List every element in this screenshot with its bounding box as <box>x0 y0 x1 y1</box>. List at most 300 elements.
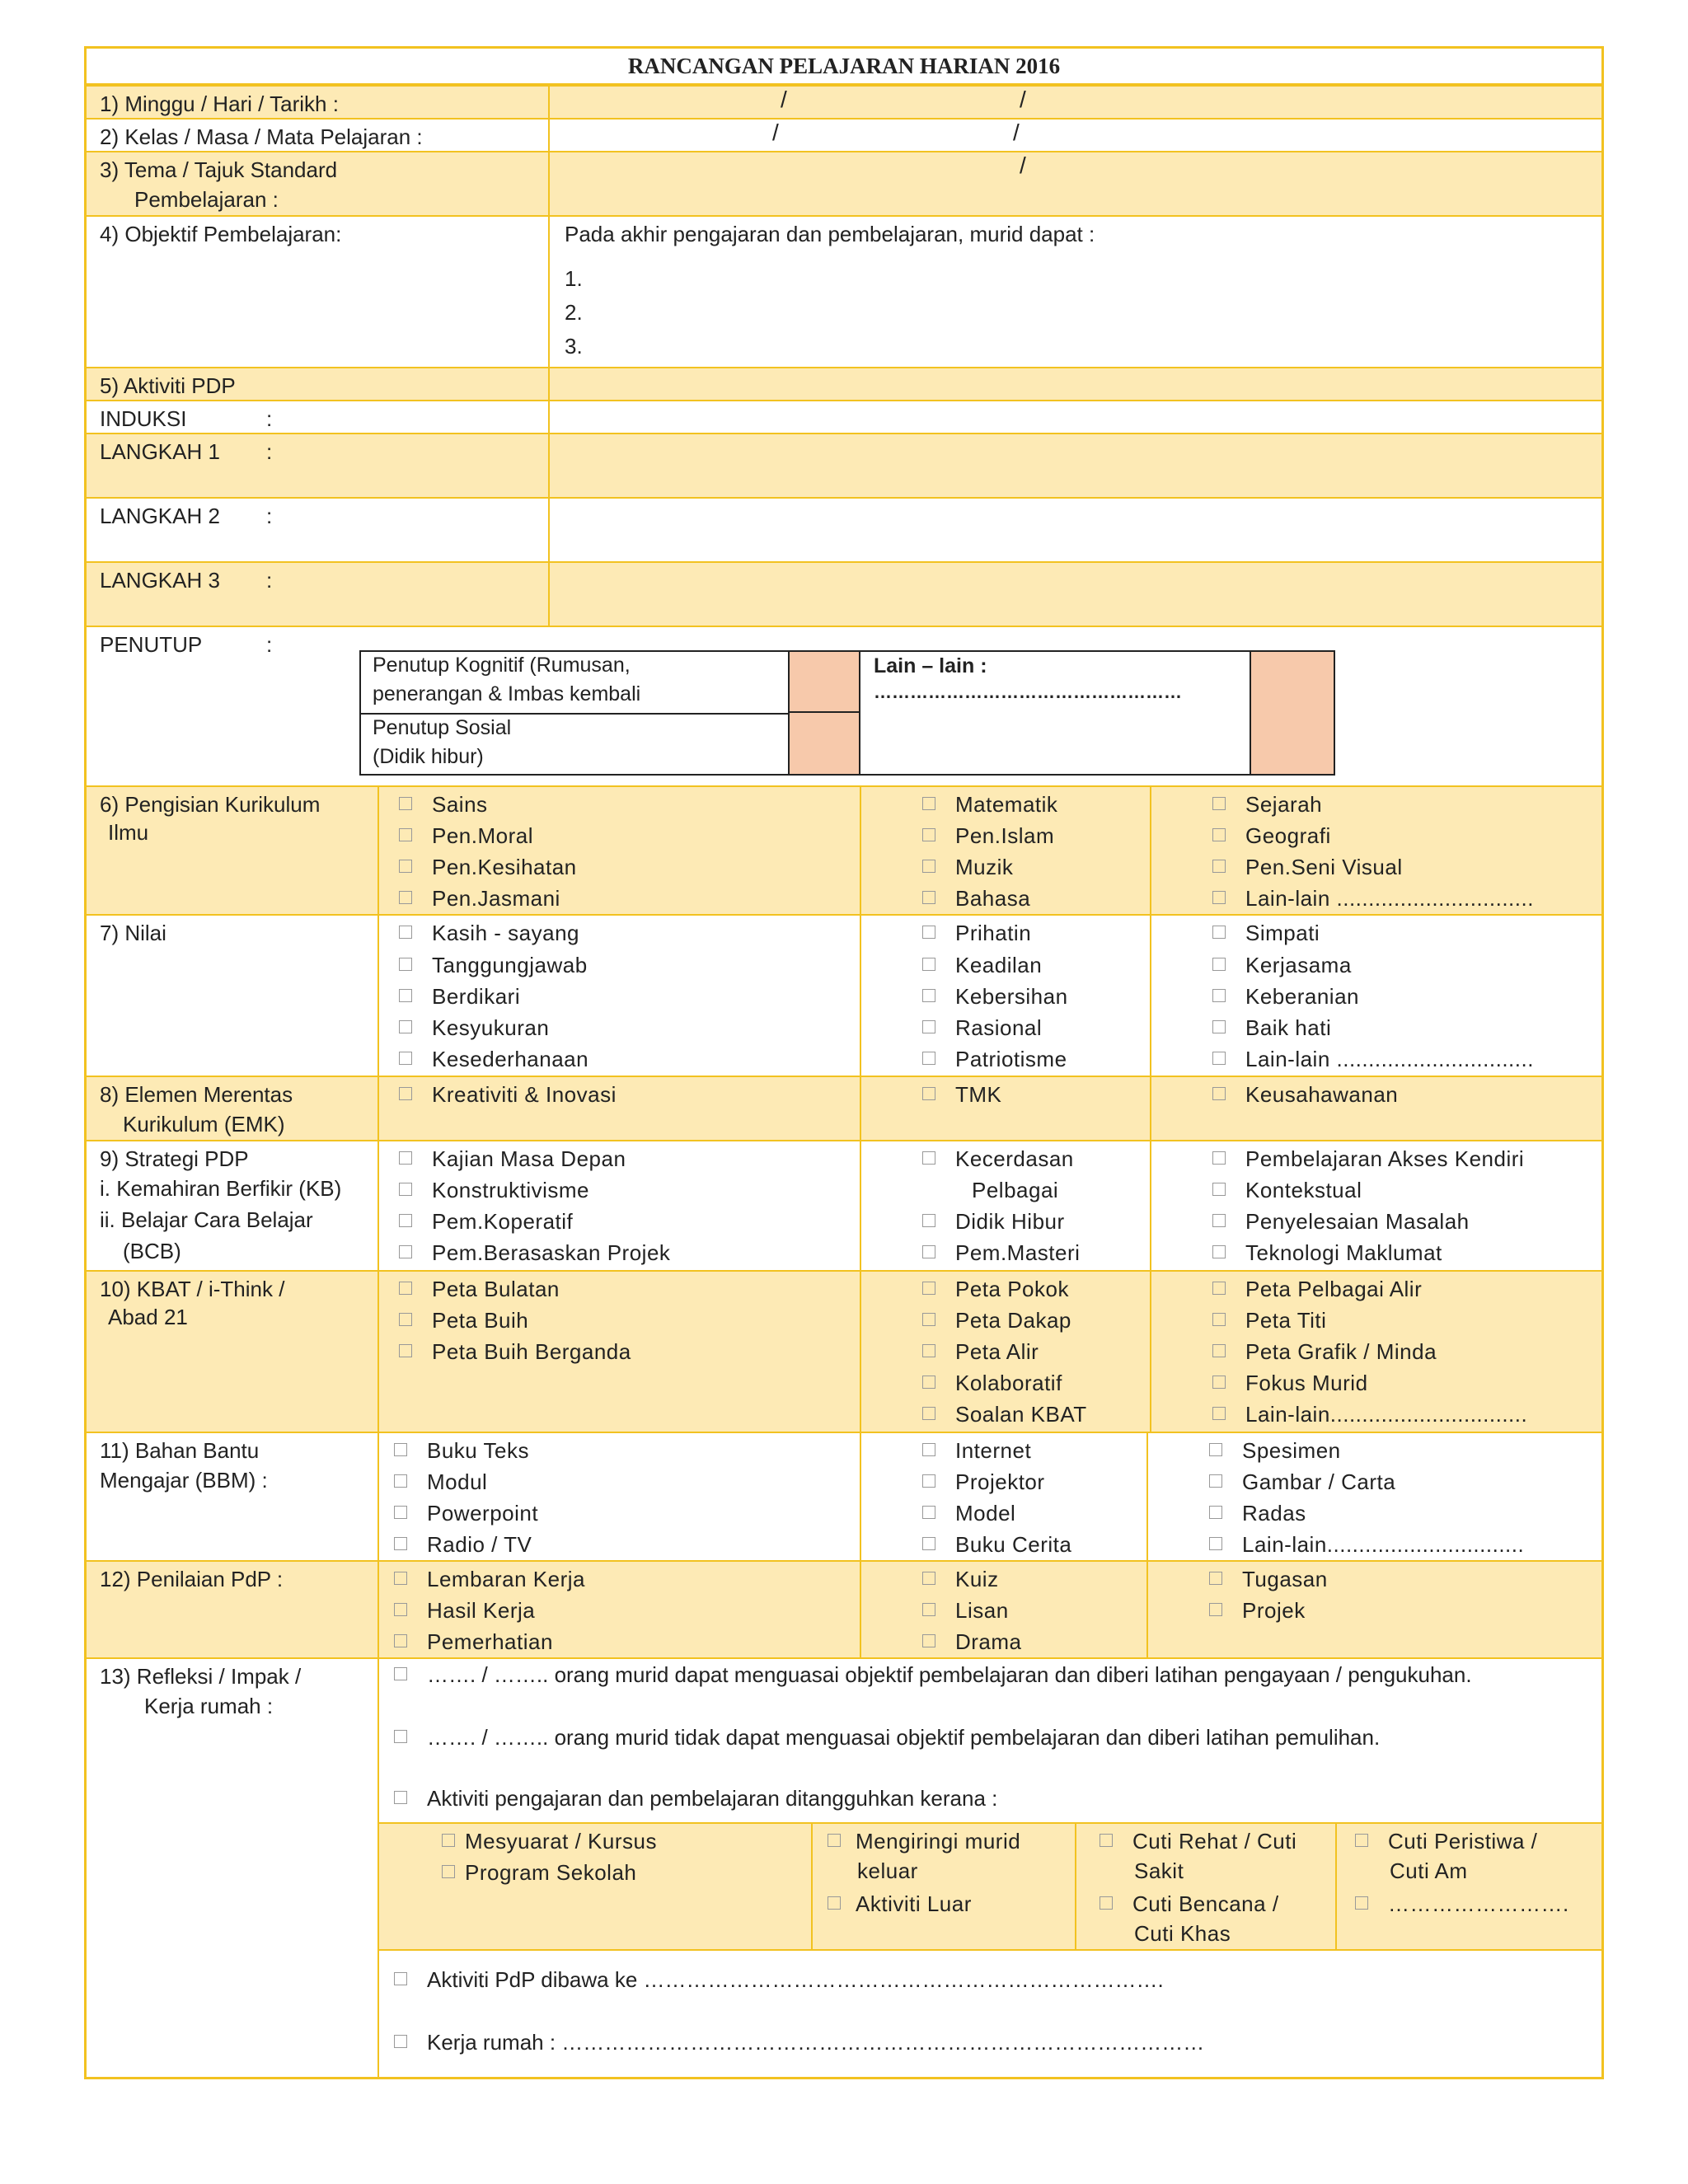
refleksi-option-kerja-rumah[interactable] <box>394 2027 1204 2058</box>
option-label: Peta Grafik / Minda <box>1245 1339 1437 1364</box>
penutup-sosial-cell <box>361 715 788 774</box>
checkbox[interactable] <box>442 1865 455 1878</box>
option-kesederhanaan[interactable] <box>399 1043 588 1075</box>
checkbox[interactable] <box>399 989 412 1002</box>
checkbox[interactable] <box>394 1634 407 1647</box>
option-internet[interactable] <box>922 1435 1031 1466</box>
option-didik-hibur[interactable] <box>922 1206 1065 1237</box>
option-label: Pen.Moral <box>432 823 533 848</box>
checkbox[interactable] <box>1212 1376 1226 1389</box>
option-kreativiti-inovasi[interactable] <box>399 1079 617 1110</box>
checkbox[interactable] <box>922 1151 935 1165</box>
checkbox[interactable] <box>1212 860 1226 873</box>
checkbox[interactable] <box>399 1052 412 1065</box>
form-title: RANCANGAN PELAJARAN HARIAN 2016 <box>87 49 1601 87</box>
refleksi-option-tidak-menguasai[interactable] <box>394 1722 1380 1753</box>
penutup-lain-dots[interactable]: …………………………………………… <box>874 682 1182 702</box>
checkbox[interactable] <box>922 828 935 841</box>
option-kecerdasan-pelbagai[interactable] <box>922 1143 1074 1174</box>
option-rasional[interactable] <box>922 1012 1042 1043</box>
checkbox[interactable] <box>399 1020 412 1033</box>
option-pem-masteri[interactable] <box>922 1237 1080 1268</box>
option-lain-lain[interactable] <box>1212 1043 1534 1075</box>
option-tanggungjawab[interactable] <box>399 949 588 981</box>
option-radas[interactable] <box>1209 1497 1306 1529</box>
option-spesimen[interactable] <box>1209 1435 1341 1466</box>
option-buku-cerita[interactable] <box>922 1529 1071 1560</box>
option-label: Sains <box>432 792 488 817</box>
checkbox[interactable] <box>399 1282 412 1295</box>
checkbox[interactable] <box>394 1791 407 1804</box>
checkbox[interactable] <box>1212 1407 1226 1420</box>
checkbox[interactable] <box>922 1376 935 1389</box>
option-keberanian[interactable] <box>1212 981 1359 1012</box>
option-label: TMK <box>955 1082 1002 1107</box>
option-label: Peta Titi <box>1245 1308 1327 1333</box>
penilaian-label: 12) Penilaian PdP : <box>100 1567 284 1591</box>
option-matematik[interactable] <box>922 789 1057 820</box>
penutup-lain-cell <box>860 652 1250 774</box>
row-langkah-2 <box>87 497 1601 561</box>
option-drama[interactable] <box>922 1626 1022 1657</box>
option-projek[interactable] <box>1209 1595 1306 1626</box>
option-label: Internet <box>955 1438 1032 1463</box>
bbm-col-2 <box>860 1433 1146 1560</box>
emk-col-3 <box>1150 1077 1601 1140</box>
option-peta-grafik-minda[interactable] <box>1212 1336 1437 1367</box>
kbat-label-2: Abad 21 <box>108 1305 188 1329</box>
option-label: Kasih - sayang <box>432 921 579 945</box>
option-patriotisme[interactable] <box>922 1043 1067 1075</box>
option-mesyuarat-kursus[interactable] <box>442 1825 657 1857</box>
checkbox[interactable] <box>922 926 935 939</box>
checkbox[interactable] <box>1355 1834 1368 1847</box>
bbm-col-3 <box>1146 1433 1601 1560</box>
option-label: Spesimen <box>1242 1438 1341 1463</box>
option-pen-islam[interactable] <box>922 820 1054 851</box>
slash: / <box>1020 87 1026 112</box>
option-kesyukuran[interactable] <box>399 1012 549 1043</box>
nilai-label: 7) Nilai <box>100 921 166 945</box>
checkbox[interactable] <box>1212 797 1226 810</box>
checkbox[interactable] <box>399 1151 412 1165</box>
option-kerjasama[interactable] <box>1212 949 1352 981</box>
option-peta-alir[interactable] <box>922 1336 1039 1367</box>
option-label: Pen.Islam <box>955 823 1055 848</box>
option-label: ……. / …….. orang murid tidak dapat menguasai objektif pembelajaran dan diberi latihan pemulihan. <box>427 1725 1381 1750</box>
slash: / <box>1013 120 1020 145</box>
objektif-item: 2. <box>565 300 583 325</box>
option-label-cont: Pelbagai <box>972 1178 1059 1202</box>
aktiviti-value[interactable] <box>548 368 1601 400</box>
option-label: Muzik <box>955 855 1014 879</box>
penutup-sosial-label: Penutup Sosial <box>373 716 512 739</box>
checkbox[interactable] <box>922 1344 935 1357</box>
checkbox[interactable] <box>394 1506 407 1519</box>
checkbox[interactable] <box>1212 1245 1226 1258</box>
checkbox[interactable] <box>922 958 935 971</box>
row-tema <box>87 151 1601 215</box>
pengisian-col-1 <box>377 787 860 914</box>
checkbox[interactable] <box>1212 958 1226 971</box>
option-label: Fokus Murid <box>1245 1371 1368 1395</box>
option-label: Rasional <box>955 1015 1043 1040</box>
row-penutup <box>87 626 1601 785</box>
penutup-kognitif-check[interactable] <box>788 652 860 713</box>
strategi-col-3 <box>1150 1141 1601 1270</box>
langkah-3-label: LANGKAH 3 <box>100 568 220 593</box>
refleksi-option-ditangguhkan[interactable] <box>394 1783 997 1814</box>
checkbox[interactable] <box>399 1313 412 1326</box>
row-strategi <box>87 1140 1601 1270</box>
checkbox[interactable] <box>394 1443 407 1456</box>
option-kontekstual[interactable] <box>1212 1174 1362 1206</box>
checkbox[interactable] <box>1212 1282 1226 1295</box>
colon: : <box>266 504 273 528</box>
checkbox[interactable] <box>922 1052 935 1065</box>
option-program-sekolah[interactable] <box>442 1857 636 1888</box>
checkbox[interactable] <box>399 891 412 904</box>
option-label: Peta Pelbagai Alir <box>1245 1277 1423 1301</box>
checkbox[interactable] <box>828 1896 841 1910</box>
checkbox[interactable] <box>399 860 412 873</box>
checkbox[interactable] <box>922 989 935 1002</box>
checkbox[interactable] <box>399 1214 412 1227</box>
option-model[interactable] <box>922 1497 1015 1529</box>
option-label: Pen.Kesihatan <box>432 855 577 879</box>
option-teknologi-maklumat[interactable] <box>1212 1237 1442 1268</box>
langkah-2-value[interactable] <box>548 499 1601 561</box>
objektif-label: 4) Objektif Pembelajaran: <box>100 222 342 246</box>
checkbox[interactable] <box>1212 1183 1226 1196</box>
option-sains[interactable] <box>399 789 488 820</box>
checkbox[interactable] <box>1212 926 1226 939</box>
penutup-kognitif-cell <box>361 652 788 715</box>
option-label: Peta Pokok <box>955 1277 1069 1301</box>
option-label: Cuti Rehat / Cuti <box>1132 1829 1297 1854</box>
penutup-lain-check[interactable] <box>1250 652 1334 774</box>
option-lisan[interactable] <box>922 1595 1009 1626</box>
option-fokus-murid[interactable] <box>1212 1367 1368 1399</box>
checkbox[interactable] <box>1209 1572 1222 1585</box>
penutup-sosial-check[interactable] <box>788 713 860 774</box>
option-penyelesaian-masalah[interactable] <box>1212 1206 1470 1237</box>
objektif-value[interactable] <box>548 217 1601 367</box>
option-label: Kesederhanaan <box>432 1047 589 1071</box>
tangguh-reasons <box>379 1822 1601 1951</box>
option-kebersihan[interactable] <box>922 981 1068 1012</box>
checkbox[interactable] <box>922 1214 935 1227</box>
checkbox[interactable] <box>399 926 412 939</box>
checkbox[interactable] <box>399 1087 412 1100</box>
option-peta-buih[interactable] <box>399 1305 528 1336</box>
option-lain-lain[interactable] <box>1355 1888 1569 1919</box>
option-pen-seni-visual[interactable] <box>1212 851 1403 883</box>
checkbox[interactable] <box>394 1474 407 1488</box>
checkbox[interactable] <box>442 1834 455 1847</box>
row-penilaian <box>87 1560 1601 1657</box>
option-label: Matematik <box>955 792 1058 817</box>
option-lain-lain[interactable] <box>1212 883 1534 914</box>
row-induksi <box>87 400 1601 433</box>
option-label: Gambar / Carta <box>1242 1469 1396 1494</box>
checkbox[interactable] <box>399 1344 412 1357</box>
option-pembelajaran-akses-kendiri[interactable] <box>1212 1143 1524 1174</box>
option-gambar-carta[interactable] <box>1209 1466 1395 1497</box>
option-label: Kerjasama <box>1245 953 1352 977</box>
kbat-label: 10) KBAT / i-Think / <box>100 1277 285 1301</box>
option-hasil-kerja[interactable] <box>394 1595 535 1626</box>
option-lain-lain[interactable] <box>1209 1529 1524 1560</box>
option-tugasan[interactable] <box>1209 1563 1328 1595</box>
induksi-value[interactable] <box>548 401 1601 433</box>
option-pemerhatian[interactable] <box>394 1626 553 1657</box>
option-peta-pelbagai-alir[interactable] <box>1212 1273 1422 1305</box>
option-label: Projek <box>1242 1598 1306 1623</box>
option-modul[interactable] <box>394 1466 487 1497</box>
option-label: Kesyukuran <box>432 1015 550 1040</box>
option-kolaboratif[interactable] <box>922 1367 1062 1399</box>
langkah-3-value[interactable] <box>548 563 1601 626</box>
option-pen-moral[interactable] <box>399 820 533 851</box>
bbm-col-1 <box>377 1433 860 1560</box>
option-label: Cuti Peristiwa / <box>1388 1829 1538 1854</box>
option-label: Lain-lain............................... <box>1245 1402 1528 1427</box>
checkbox[interactable] <box>1212 1087 1226 1100</box>
option-label: Keadilan <box>955 953 1043 977</box>
checkbox[interactable] <box>922 1020 935 1033</box>
langkah-1-label: LANGKAH 1 <box>100 439 220 464</box>
option-label: Didik Hibur <box>955 1209 1065 1234</box>
checkbox[interactable] <box>922 1313 935 1326</box>
option-peta-buih-berganda[interactable] <box>399 1336 631 1367</box>
refleksi-option-menguasai[interactable] <box>394 1659 1472 1690</box>
option-label: Buku Cerita <box>955 1532 1072 1557</box>
objektif-item: 1. <box>565 266 583 291</box>
option-soalan-kbat[interactable] <box>922 1399 1087 1430</box>
checkbox[interactable] <box>922 860 935 873</box>
option-label-cont: keluar <box>857 1858 918 1883</box>
strategi-label-2: i. Kemahiran Berfikir (KB) <box>100 1176 342 1201</box>
checkbox[interactable] <box>922 1634 935 1647</box>
pengisian-col-2 <box>860 787 1150 914</box>
option-label: Keusahawanan <box>1245 1082 1399 1107</box>
option-pen-kesihatan[interactable] <box>399 851 577 883</box>
option-label: Kontekstual <box>1245 1178 1362 1202</box>
lesson-plan-form <box>84 46 1604 2079</box>
refleksi-option-dibawa-ke[interactable] <box>394 1964 1164 1995</box>
option-keusahawanan[interactable] <box>1212 1079 1398 1110</box>
penilaian-col-1 <box>377 1562 860 1657</box>
option-label: Program Sekolah <box>465 1860 637 1885</box>
penilaian-col-2 <box>860 1562 1146 1657</box>
option-kajian-masa-depan[interactable] <box>399 1143 626 1174</box>
option-berdikari[interactable] <box>399 981 520 1012</box>
checkbox[interactable] <box>922 797 935 810</box>
checkbox[interactable] <box>1212 1313 1226 1326</box>
aktiviti-label: 5) Aktiviti PDP <box>100 373 236 398</box>
checkbox[interactable] <box>399 958 412 971</box>
checkbox[interactable] <box>394 1603 407 1616</box>
checkbox[interactable] <box>922 1572 935 1585</box>
langkah-1-value[interactable] <box>548 434 1601 497</box>
checkbox[interactable] <box>394 1972 407 1985</box>
checkbox[interactable] <box>922 1474 935 1488</box>
option-cuti-peristiwa[interactable] <box>1355 1825 1537 1857</box>
option-buku-teks[interactable] <box>394 1435 529 1466</box>
option-peta-dakap[interactable] <box>922 1305 1071 1336</box>
checkbox[interactable] <box>399 1245 412 1258</box>
colon: : <box>266 439 273 464</box>
option-label: Drama <box>955 1629 1022 1654</box>
option-label: Soalan KBAT <box>955 1402 1087 1427</box>
row-emk <box>87 1076 1601 1140</box>
checkbox[interactable] <box>394 1667 407 1680</box>
option-radio-tv[interactable] <box>394 1529 532 1560</box>
checkbox[interactable] <box>922 1245 935 1258</box>
checkbox[interactable] <box>1355 1896 1368 1910</box>
row-pengisian <box>87 785 1601 914</box>
penutup-table <box>359 650 1335 776</box>
checkbox[interactable] <box>1212 1151 1226 1165</box>
option-label: Mengiringi murid <box>856 1829 1021 1854</box>
option-label: Kerja rumah : ……………………………………………………………………………… <box>427 2030 1205 2055</box>
tema-value[interactable] <box>548 152 1601 215</box>
checkbox[interactable] <box>394 1730 407 1743</box>
emk-col-2 <box>860 1077 1150 1140</box>
colon: : <box>266 568 273 593</box>
checkbox[interactable] <box>922 1282 935 1295</box>
row-nilai <box>87 914 1601 1076</box>
kbat-col-3 <box>1150 1272 1601 1432</box>
option-muzik[interactable] <box>922 851 1013 883</box>
kbat-col-2 <box>860 1272 1150 1432</box>
checkbox[interactable] <box>922 891 935 904</box>
option-tmk[interactable] <box>922 1079 1001 1110</box>
checkbox[interactable] <box>828 1834 841 1847</box>
option-geografi[interactable] <box>1212 820 1331 851</box>
option-pen-jasmani[interactable] <box>399 883 560 914</box>
option-label: Radio / TV <box>427 1532 532 1557</box>
slash: / <box>781 87 787 112</box>
checkbox[interactable] <box>1100 1834 1113 1847</box>
option-label: Patriotisme <box>955 1047 1067 1071</box>
checkbox[interactable] <box>922 1603 935 1616</box>
option-lain-lain[interactable] <box>1212 1399 1527 1430</box>
strategi-label-3: ii. Belajar Cara Belajar <box>100 1207 313 1232</box>
checkbox[interactable] <box>922 1087 935 1100</box>
option-mengiringi-murid[interactable] <box>828 1825 1020 1857</box>
row-refleksi <box>87 1657 1601 2077</box>
checkbox[interactable] <box>1212 1214 1226 1227</box>
option-baik-hati[interactable] <box>1212 1012 1331 1043</box>
checkbox[interactable] <box>1212 989 1226 1002</box>
checkbox[interactable] <box>1209 1537 1222 1550</box>
checkbox[interactable] <box>1209 1474 1222 1488</box>
option-label: Pen.Jasmani <box>432 886 560 911</box>
option-cuti-bencana[interactable] <box>1100 1888 1279 1919</box>
emk-col-1 <box>377 1077 860 1140</box>
langkah-2-label: LANGKAH 2 <box>100 504 220 528</box>
checkbox[interactable] <box>1212 1020 1226 1033</box>
option-pem-koperatif[interactable] <box>399 1206 573 1237</box>
checkbox[interactable] <box>922 1537 935 1550</box>
option-label: Buku Teks <box>427 1438 529 1463</box>
checkbox[interactable] <box>1100 1896 1113 1910</box>
option-lembaran-kerja[interactable] <box>394 1563 585 1595</box>
option-label: Lain-lain ............................... <box>1245 1047 1534 1071</box>
bbm-label: 11) Bahan Bantu <box>100 1438 260 1463</box>
option-powerpoint[interactable] <box>394 1497 538 1529</box>
checkbox[interactable] <box>399 1183 412 1196</box>
option-pem-berasaskan-projek[interactable] <box>399 1237 670 1268</box>
option-label: Pem.Masteri <box>955 1240 1081 1265</box>
option-label: Pen.Seni Visual <box>1245 855 1403 879</box>
checkbox[interactable] <box>394 1537 407 1550</box>
option-keadilan[interactable] <box>922 949 1042 981</box>
option-label-cont: Sakit <box>1134 1858 1184 1883</box>
checkbox[interactable] <box>1209 1506 1222 1519</box>
option-peta-titi[interactable] <box>1212 1305 1326 1336</box>
induksi-label: INDUKSI <box>100 406 187 431</box>
option-peta-bulatan[interactable] <box>399 1273 560 1305</box>
checkbox[interactable] <box>1212 1344 1226 1357</box>
option-bahasa[interactable] <box>922 883 1030 914</box>
option-label: Radas <box>1242 1501 1306 1526</box>
option-label: Peta Buih Berganda <box>432 1339 631 1364</box>
checkbox[interactable] <box>399 797 412 810</box>
option-label: Aktiviti pengajaran dan pembelajaran ditangguhkan kerana : <box>427 1786 998 1811</box>
option-prihatin[interactable] <box>922 917 1031 949</box>
option-kuiz[interactable] <box>922 1563 999 1595</box>
checkbox[interactable] <box>399 828 412 841</box>
tema-label-2: Pembelajaran : <box>134 187 279 212</box>
checkbox[interactable] <box>394 2035 407 2048</box>
kelas-value[interactable] <box>548 120 1601 151</box>
checkbox[interactable] <box>1212 828 1226 841</box>
minggu-value[interactable] <box>548 87 1601 118</box>
checkbox[interactable] <box>394 1572 407 1585</box>
option-label: Pembelajaran Akses Kendiri <box>1245 1146 1525 1171</box>
option-label: Hasil Kerja <box>427 1598 536 1623</box>
checkbox[interactable] <box>1209 1603 1222 1616</box>
option-cuti-rehat[interactable] <box>1100 1825 1296 1857</box>
slash: / <box>772 120 779 145</box>
checkbox[interactable] <box>922 1443 935 1456</box>
pengisian-label-2: Ilmu <box>108 820 149 845</box>
option-label: Kecerdasan <box>955 1146 1074 1171</box>
option-peta-pokok[interactable] <box>922 1273 1069 1305</box>
refleksi-label-2: Kerja rumah : <box>144 1694 274 1718</box>
tangguh-col-1 <box>379 1824 811 1949</box>
option-projektor[interactable] <box>922 1466 1045 1497</box>
checkbox[interactable] <box>1212 891 1226 904</box>
checkbox[interactable] <box>922 1506 935 1519</box>
checkbox[interactable] <box>1209 1443 1222 1456</box>
option-kasih-sayang[interactable] <box>399 917 579 949</box>
option-label-cont: Cuti Am <box>1390 1858 1468 1883</box>
option-aktiviti-luar[interactable] <box>828 1888 972 1919</box>
option-label: ……. / …….. orang murid dapat menguasai objektif pembelajaran dan diberi latihan pengayaan / pengukuhan. <box>427 1662 1472 1687</box>
option-sejarah[interactable] <box>1212 789 1322 820</box>
option-konstruktivisme[interactable] <box>399 1174 589 1206</box>
checkbox[interactable] <box>1212 1052 1226 1065</box>
option-label: Lain-lain............................... <box>1242 1532 1525 1557</box>
checkbox[interactable] <box>922 1407 935 1420</box>
option-simpati[interactable] <box>1212 917 1320 949</box>
row-kelas <box>87 118 1601 151</box>
option-label: Baik hati <box>1245 1015 1332 1040</box>
